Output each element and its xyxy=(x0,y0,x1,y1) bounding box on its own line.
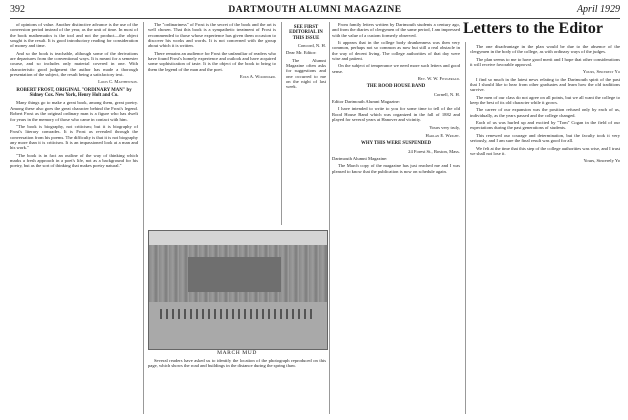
paragraph: And so the book is teachable, although some of the derivations are departures from the conventional ways. It is meant for a semester course, and so includes only material covered in one. With characteristic good judgment the author has made a thorough presentation of the subject, the result being a satisfactory text. xyxy=(10,50,138,78)
column-divider xyxy=(143,22,144,414)
paragraph: Each of us was hurled up and excited by "Tom" Cogan in the field of our expectations during the past generations of students. xyxy=(470,120,620,131)
paragraph: On the subject of temperance we need more such letters and good sense. xyxy=(332,63,460,74)
paragraph: From family letters written by Dartmouth students a century ago, and from the diaries of clergymen of the same period, I am impressed with the value of a custom formerly observed. xyxy=(332,22,460,38)
photograph xyxy=(148,230,328,350)
letter-place: 24 Forest St., Boston, Mass. xyxy=(408,148,460,154)
salutation: Dear Mr. Editor: xyxy=(286,50,317,56)
letter-place: Cornell, N. H. xyxy=(433,91,460,97)
salutation: Dartmouth Alumni Magazine: xyxy=(332,155,388,161)
salutation: Editor Dartmouth Alumni Magazine: xyxy=(332,99,400,105)
paragraph: Several readers have asked us to identify the location of the photograph reproduced on this page, which shows the road and buildings in the distance during the spring thaw. xyxy=(148,358,326,369)
closing: Yours very truly, xyxy=(429,124,460,130)
page-number: 392 xyxy=(10,4,25,15)
paragraph: Many things go to make a great book, among them, great poetry. Among these also goes the great character behind the Frost's legend. Robert Frost as the original ordinary man is a figure who has dwelt for years in the memory of those who came in contact with him. xyxy=(10,100,138,122)
issue-date: April 1929 xyxy=(576,4,620,15)
article-column-2-lower xyxy=(148,358,326,416)
paragraph: We felt at the time that this step of the college authorities was wise, and I trust we shall not lose it. xyxy=(470,145,620,156)
paragraph: The "ordinariness" of Frost is the secret of the book and the art is well chosen. That this book is a sympathetic treatment of Frost is recommended to those whose experience has given them occasion to discover his works and words. It is not concerned with the group about which it is written. xyxy=(148,22,276,49)
paragraph: The plan seems to me to have good merit and I hope that other considerations it will receive favorable approval. xyxy=(470,56,620,68)
paragraph: "The book is biography, not criticism; but it is biography of Frost's literary comrades. It is Frost as revealed through the conversation from his poems. The difficulty is that it is not biography any more than it is criticism. It is an impassioned look at a man and his work." xyxy=(10,123,138,151)
letter-title: SEE FIRST EDITORIAL IN THIS ISSUE xyxy=(289,25,323,41)
signature: Harlan E. Wright. xyxy=(425,132,460,138)
closing: Yours, Sincerely Yo xyxy=(583,158,620,164)
column-divider xyxy=(281,22,282,225)
letter-column xyxy=(286,22,326,228)
section-title: Letters to the Editor xyxy=(463,20,603,37)
letter-title: WHY THIS WERE SUSPENDED xyxy=(361,141,431,147)
paragraph: of opinions of value. Another distinctive advance is the use of the conversion period instead of the year, as the unit of time. In most of the book mathematics is the tool and not the product—the object sought is the result. It is good introductory reading for consideration of money and time. xyxy=(10,22,138,49)
signature: Yours, Sincerely Yo xyxy=(582,69,620,75)
paragraph: The March copy of the magazine has just reached me and I was pleased to know that the publication is now on schedule again. xyxy=(332,163,460,174)
article-column-2 xyxy=(148,22,276,226)
building-shape xyxy=(188,257,281,292)
article-column-1 xyxy=(10,22,138,416)
letter-title: THE ROOD HOUSE BAND xyxy=(366,84,426,90)
signature: Louis C. Matthewson. xyxy=(98,79,138,85)
letters-column-2 xyxy=(470,44,620,416)
paragraph: The career of our expansion was the position refused only by each of us, individually, as the years passed and the college changed. xyxy=(470,107,620,118)
paragraph: I have intended to write to you for some time to tell of the old Rood House Band which was organized in the fall of 1882 and played for several years at Hanover and vicinity. xyxy=(332,106,460,123)
paragraph: The one disadvantage in the plan would be due to the absence of the clergymen in the body of the college, as with ordinary ways of the judges. xyxy=(470,44,620,55)
photo-caption: MARCH MUD xyxy=(217,350,257,356)
column-divider xyxy=(465,42,466,414)
paragraph: "The book is in fact an outline of the way of thinking which marks a fresh approach in a poet's life, not as a background for his poetry, but as the sort of thinking that makes poetry natural." xyxy=(10,152,138,169)
signature: Evan A. Woodward. xyxy=(239,74,276,80)
letter-place: Concord, N. H. xyxy=(297,43,326,49)
page-header xyxy=(10,3,620,17)
paragraph: It appears that in the college body drunkenness was then very common, perhaps not so common as now but still a real obstacle in the way of decent living. The college authorities of that day were wise and patient. xyxy=(332,40,460,62)
review-title: ROBERT FROST, ORIGINAL "ORDINARY MAN" by Sidney Cox. New York, Henry Holt and Co. xyxy=(16,87,132,99)
paragraph: This renewed our courage and determination, but the faculty took it very seriously, and I am sure the final result was good for all. xyxy=(470,132,620,144)
paragraph: There remains an audience for Frost the unfamiliar of readers who have found Frost's homely experience and outlook and have acquired some sophistication of taste. It is the object of the book to bring to them the legend of the man and the poet. xyxy=(148,50,276,72)
paragraph: The men of our class do not agree on all points, but we all want the college to keep the best of its old character while it grows. xyxy=(470,94,620,106)
letters-column-1 xyxy=(332,22,460,416)
signature: Rev. W. W. Fitzgerald. xyxy=(417,76,460,82)
paragraph: The Alumni Magazine often asks for suggestions and one occurred to me on the night of last week. xyxy=(286,57,326,90)
magazine-title: DARTMOUTH ALUMNI MAGAZINE xyxy=(228,5,402,15)
column-divider xyxy=(329,22,330,414)
paragraph: I find so much in the latest news relating to the Dartmouth spirit of the past that I should like to hear from other graduates and learn how the old traditions survive. xyxy=(470,76,620,93)
